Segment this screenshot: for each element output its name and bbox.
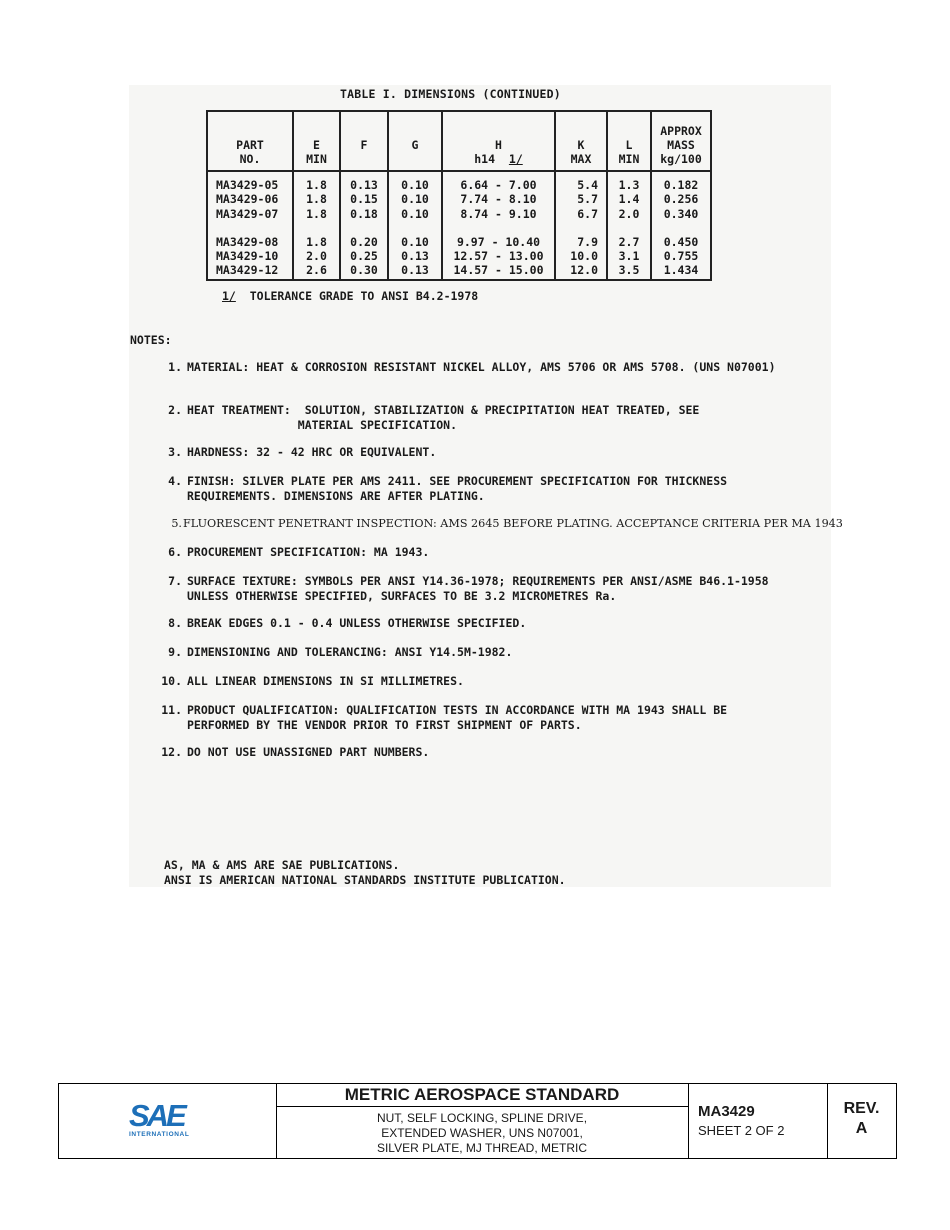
col-h: H h14 1/	[442, 111, 555, 171]
sae-logo: SAE INTERNATIONAL	[129, 1098, 190, 1138]
k-values-cell: 5.4 5.7 6.7 7.9 10.0 12.0	[555, 171, 607, 280]
col-part: PART NO.	[207, 111, 293, 171]
col-mass: APPROX MASS kg/100	[651, 111, 711, 171]
part-description: NUT, SELF LOCKING, SPLINE DRIVE, EXTENDED WASHER, UNS N07001, SILVER PLATE, MJ THREAD, METRIC	[376, 1111, 588, 1155]
revision-value: A	[855, 1120, 868, 1137]
notes-heading: NOTES:	[130, 333, 172, 347]
col-k: K MAX	[555, 111, 607, 171]
tolerance-footnote: 1/ TOLERANCE GRADE TO ANSI B4.2-1978	[222, 289, 479, 303]
revision-cell	[827, 1084, 896, 1158]
col-f: F	[340, 111, 388, 171]
col-g: G	[388, 111, 442, 171]
f-values-cell: 0.13 0.15 0.18 0.20 0.25 0.30	[340, 171, 388, 280]
standard-title: METRIC AEROSPACE STANDARD	[276, 1084, 688, 1107]
table-body	[207, 171, 711, 280]
title-cell	[276, 1084, 689, 1158]
g-values-cell: 0.10 0.10 0.10 0.10 0.13 0.13	[388, 171, 442, 280]
table-header-row	[207, 111, 711, 171]
dimensions-table	[206, 110, 712, 281]
logo-cell	[59, 1084, 277, 1158]
title-block	[58, 1083, 897, 1159]
l-values-cell: 1.3 1.4 2.0 2.7 3.1 3.5	[607, 171, 651, 280]
e-values-cell: 1.8 1.8 1.8 1.8 2.0 2.6	[293, 171, 340, 280]
document-number: MA3429	[698, 1103, 755, 1120]
part-numbers-cell: MA3429-05 MA3429-06 MA3429-07 MA3429-08 MA3429-10 MA3429-12	[207, 171, 293, 280]
document-cell	[688, 1084, 828, 1158]
mass-values-cell: 0.182 0.256 0.340 0.450 0.755 1.434	[651, 171, 711, 280]
h-values-cell: 6.64 - 7.00 7.74 - 8.10 8.74 - 9.10 9.97 - 10.40 12.57 - 13.00 14.57 - 15.00	[442, 171, 555, 280]
sheet-number: SHEET 2 OF 2	[698, 1123, 785, 1138]
publications-note: AS, MA & AMS ARE SAE PUBLICATIONS. ANSI IS AMERICAN NATIONAL STANDARDS INSTITUTE PUBLICATION.	[164, 858, 566, 887]
table-title: TABLE I. DIMENSIONS (CONTINUED)	[340, 87, 561, 101]
col-e: E MIN	[293, 111, 340, 171]
revision-label: REV.	[843, 1100, 880, 1117]
col-l: L MIN	[607, 111, 651, 171]
